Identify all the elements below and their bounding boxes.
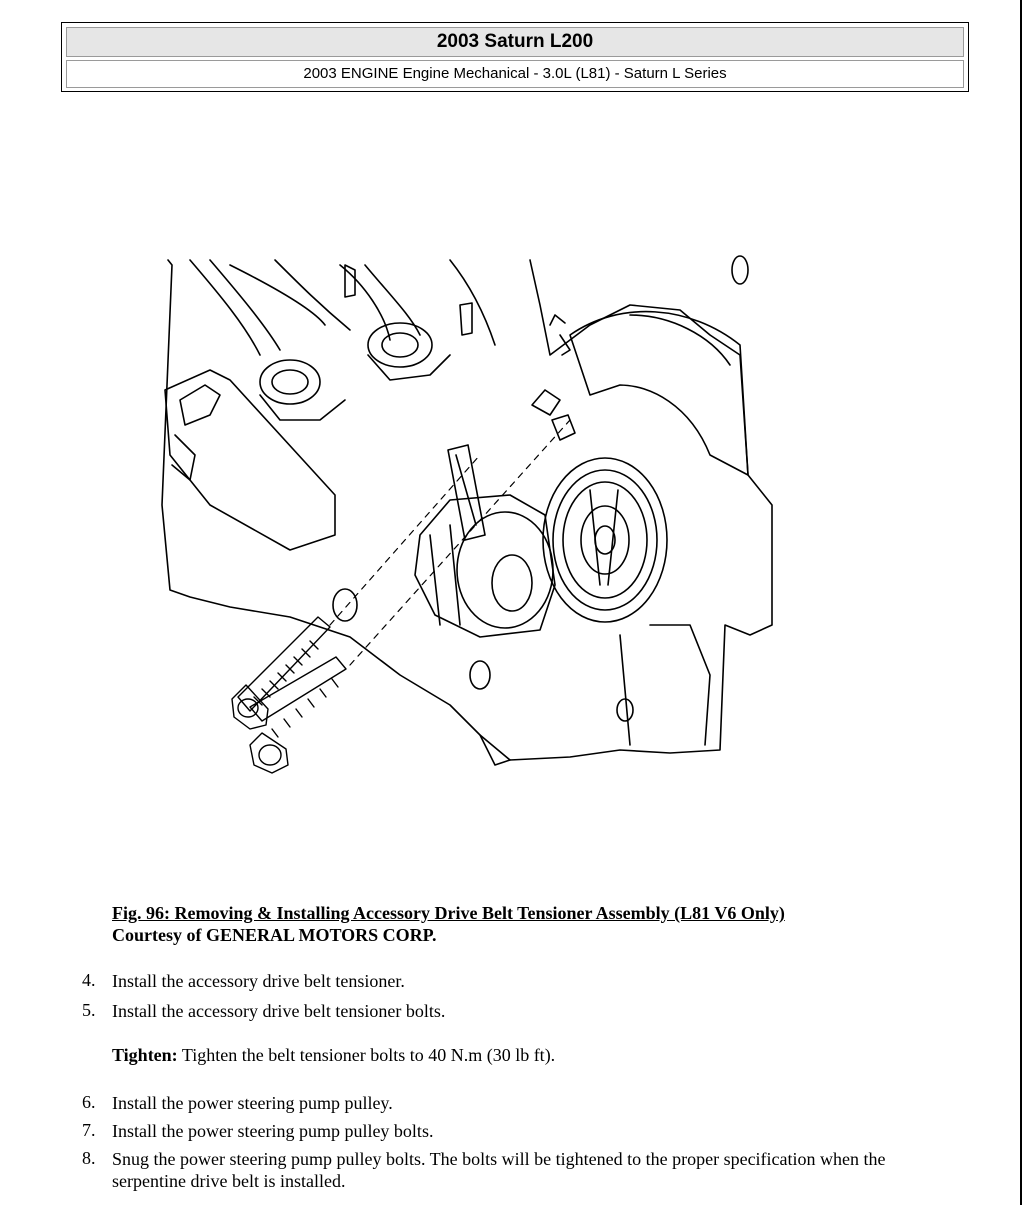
step-text: Snug the power steering pump pulley bolts. The bolts will be tightened to the proper specification when the serpentine drive belt is installed. xyxy=(112,1149,886,1191)
page-right-border xyxy=(1020,0,1022,1205)
step-number: 6. xyxy=(82,1092,96,1112)
step-number: 7. xyxy=(82,1120,96,1140)
tighten-text: Tighten the belt tensioner bolts to 40 N.m (30 lb ft). xyxy=(181,1045,556,1065)
document-header xyxy=(61,22,969,92)
step-text: Install the accessory drive belt tensioner bolts. xyxy=(112,1001,446,1021)
step-text: Install the power steering pump pulley bolts. xyxy=(112,1121,434,1141)
figure-courtesy: Courtesy of GENERAL MOTORS CORP. xyxy=(112,925,437,945)
step-number: 5. xyxy=(82,1000,96,1020)
figure-caption-block xyxy=(112,902,785,946)
tighten-label: Tighten: xyxy=(112,1045,178,1065)
figure-caption: Fig. 96: Removing & Installing Accessory Drive Belt Tensioner Assembly (L81 V6 Only) xyxy=(112,903,785,923)
step-text: Install the power steering pump pulley. xyxy=(112,1093,393,1113)
document-title: 2003 Saturn L200 xyxy=(66,27,964,57)
step-number: 4. xyxy=(82,970,96,990)
step-text: Install the accessory drive belt tensioner. xyxy=(112,971,405,991)
tighten-note xyxy=(112,1045,555,1066)
step-number: 8. xyxy=(82,1148,96,1168)
tensioner-assembly-illustration xyxy=(150,205,780,830)
document-subtitle: 2003 ENGINE Engine Mechanical - 3.0L (L81) - Saturn L Series xyxy=(66,60,964,88)
